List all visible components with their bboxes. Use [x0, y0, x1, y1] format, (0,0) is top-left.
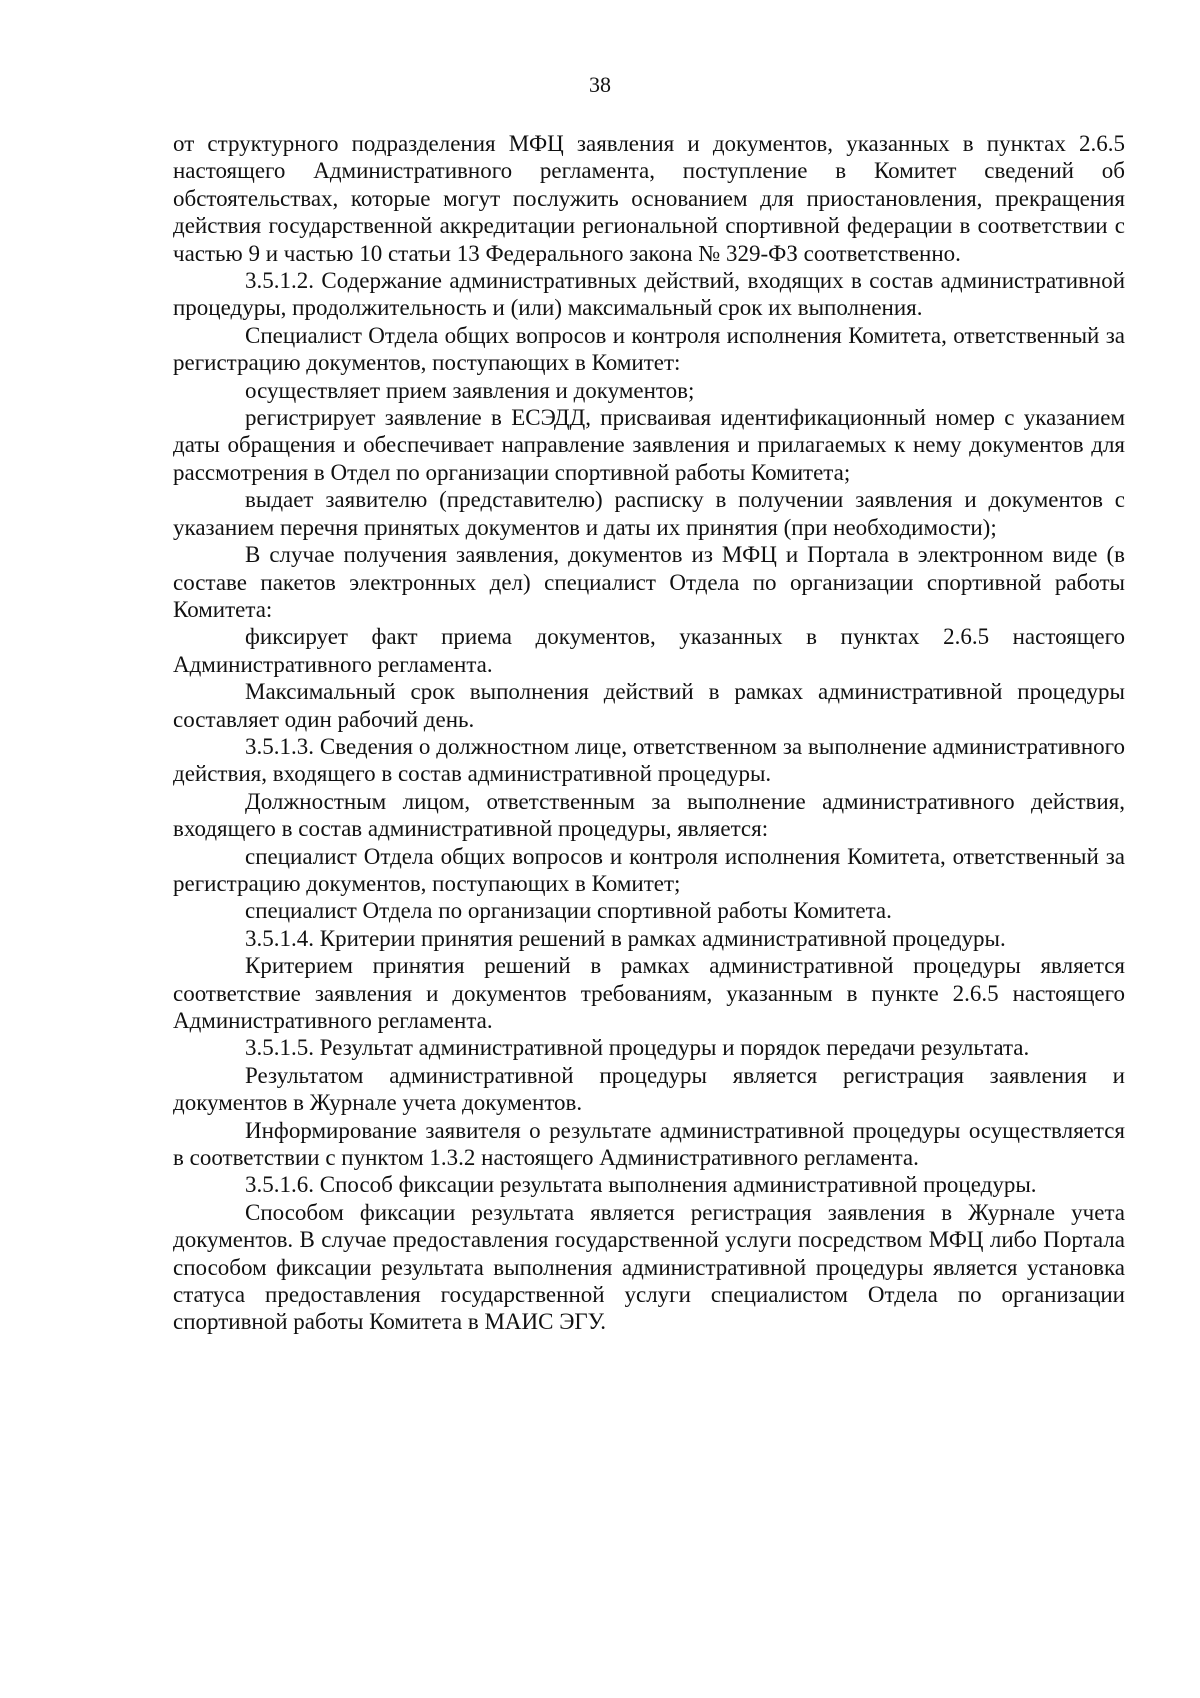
section-heading-3-5-1-2: 3.5.1.2. Содержание административных действий, входящих в состав административной процедуры, продолжительность и (или) максимальный срок их выполнения.: [173, 268, 1125, 321]
paragraph: Должностным лицом, ответственным за выполнение административного действия, входящего в состав административной процедуры, является:: [173, 788, 1125, 842]
section-heading-3-5-1-4: 3.5.1.4. Критерии принятия решений в рамках административной процедуры.: [245, 925, 1006, 951]
list-item: специалист Отдела по организации спортивной работы Комитета.: [245, 898, 892, 924]
paragraph: В случае получения заявления, документов из МФЦ и Портала в электронном виде (в составе пакетов электронных дел) специалист Отдела по организации спортивной работы Комитета:: [173, 542, 1125, 622]
list-item: выдает заявителю (представителю) расписку в получении заявления и документов с указанием перечня принятых документов и даты их принятия (при необходимости);: [173, 487, 1125, 540]
list-item: осуществляет прием заявления и документов;: [245, 377, 695, 403]
section-heading-3-5-1-3: 3.5.1.3. Сведения о должностном лице, ответственном за выполнение административного действия, входящего в состав административной процедуры.: [173, 733, 1125, 787]
list-item: фиксирует факт приема документов, указанных в пунктах 2.6.5 настоящего Административного регламента.: [173, 624, 1125, 677]
paragraph: Максимальный срок выполнения действий в рамках административной процедуры составляет один рабочий день.: [173, 679, 1125, 732]
paragraph: Специалист Отдела общих вопросов и контроля исполнения Комитета, ответственный за регистрацию документов, поступающих в Комитет:: [173, 322, 1125, 376]
paragraph: Результатом административной процедуры является регистрация заявления и документов в Журнале учета документов.: [173, 1062, 1125, 1116]
document-body: [173, 130, 1125, 1336]
page-number: 38: [589, 72, 611, 97]
list-item: специалист Отдела общих вопросов и контроля исполнения Комитета, ответственный за регистрацию документов, поступающих в Комитет;: [173, 843, 1125, 896]
section-heading-3-5-1-5: 3.5.1.5. Результат административной процедуры и порядок передачи результата.: [245, 1035, 1030, 1061]
paragraph: Критерием принятия решений в рамках административной процедуры является соответствие заявления и документов требованиям, указанным в пункте 2.6.5 настоящего Административного регламента.: [173, 953, 1125, 1033]
paragraph: Способом фиксации результата является регистрация заявления в Журнале учета документов. В случае предоставления государственной услуги посредством МФЦ либо Портала способом фиксации результата выполнения административной процедуры является установка статуса предоставления государственной услуги специалистом Отдела по организации спортивной работы Комитета в МАИС ЭГУ.: [173, 1199, 1125, 1335]
section-heading-3-5-1-6: 3.5.1.6. Способ фиксации результата выполнения административной процедуры.: [245, 1172, 1037, 1198]
list-item: регистрирует заявление в ЕСЭДД, присваивая идентификационный номер с указанием даты обращения и обеспечивает направление заявления и прилагаемых к нему документов для рассмотрения в Отдел по организации спортивной работы Комитета;: [173, 405, 1125, 485]
paragraph: Информирование заявителя о результате административной процедуры осуществляется в соответствии с пунктом 1.3.2 настоящего Административного регламента.: [173, 1117, 1125, 1171]
paragraph: от структурного подразделения МФЦ заявления и документов, указанных в пунктах 2.6.5 настоящего Административного регламента, поступление в Комитет сведений об обстоятельствах, которые могут послужить основанием для приостановления, прекращения действия государственной аккредитации региональной спортивной федерации в соответствии с частью 9 и частью 10 статьи 13 Федерального закона № 329-ФЗ соответственно.: [173, 131, 1125, 266]
